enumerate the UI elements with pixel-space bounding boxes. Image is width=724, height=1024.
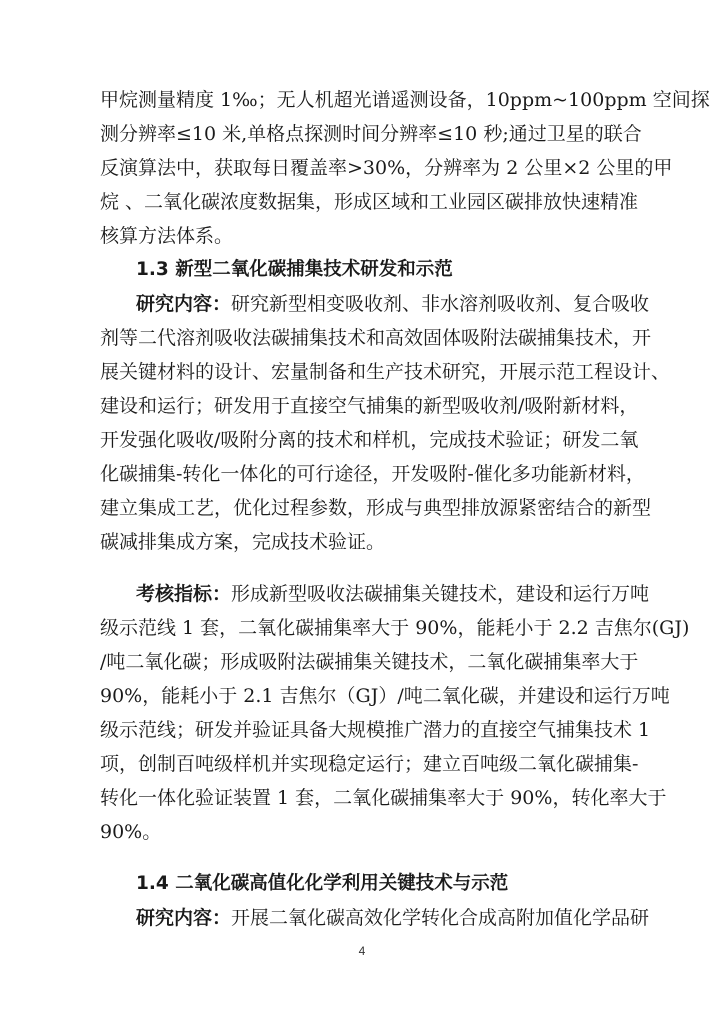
paragraph-line: 项，创制百吨级样机并实现稳定运行；建立百吨级二氧化碳捕集- bbox=[100, 753, 639, 775]
paragraph-line: 展关键材料的设计、宏量制备和生产技术研究，开展示范工程设计、 bbox=[100, 361, 671, 383]
paragraph-line: 90%，能耗小于 2.1 吉焦尔（GJ）/吨二氧化碳，并建设和运行万吨 bbox=[100, 685, 670, 707]
paragraph-line: 核算方法体系。 bbox=[100, 225, 234, 247]
paragraph-line: 级示范线 1 套，二氧化碳捕集率大于 90%，能耗小于 2.2 吉焦尔(GJ) bbox=[100, 617, 690, 639]
paragraph-line: 剂等二代溶剂吸收法碳捕集技术和高效固体吸附法碳捕集技术，开 bbox=[100, 327, 652, 349]
research-content-text: 开展二氧化碳高效化学转化合成高附加值化学品研 bbox=[231, 907, 650, 929]
assessment-label: 考核指标： bbox=[136, 583, 232, 605]
paragraph-line: 化碳捕集-转化一体化的可行途径，开发吸附-催化多功能新材料， bbox=[100, 463, 645, 485]
paragraph-line: 建立集成工艺，优化过程参数，形成与典型排放源紧密结合的新型 bbox=[100, 497, 652, 519]
paragraph-line: 烷 、二氧化碳浓度数据集，形成区域和工业园区碳排放快速精准 bbox=[100, 191, 639, 213]
paragraph-line: 建设和运行；研发用于直接空气捕集的新型吸收剂/吸附新材料， bbox=[100, 395, 639, 417]
paragraph-line: 反演算法中，获取每日覆盖率>30%，分辨率为 2 公里×2 公里的甲 bbox=[100, 157, 673, 179]
paragraph-line: 碳减排集成方案，完成技术验证。 bbox=[100, 531, 386, 553]
research-content-label: 研究内容： bbox=[136, 907, 232, 929]
paragraph-line: /吨二氧化碳；形成吸附法碳捕集关键技术，二氧化碳捕集率大于 bbox=[100, 651, 639, 673]
assessment-text: 形成新型吸收法碳捕集关键技术，建设和运行万吨 bbox=[231, 583, 650, 605]
research-content-label: 研究内容： bbox=[136, 293, 232, 315]
research-content-text: 研究新型相变吸收剂、非水溶剂吸收剂、复合吸收 bbox=[231, 293, 650, 315]
research-content-first-line bbox=[136, 906, 650, 930]
section-heading-1-4: 1.4 二氧化碳高值化化学利用关键技术与示范 bbox=[136, 873, 509, 894]
paragraph-line: 测分辨率≤10 米,单格点探测时间分辨率≤10 秒;通过卫星的联合 bbox=[100, 123, 642, 145]
paragraph-line: 级示范线；研发并验证具备大规模推广潜力的直接空气捕集技术 1 bbox=[100, 719, 651, 741]
paragraph-line: 90%。 bbox=[100, 821, 162, 843]
section-heading-1-3: 1.3 新型二氧化碳捕集技术研发和示范 bbox=[136, 259, 453, 280]
paragraph-line: 开发强化吸收/吸附分离的技术和样机，完成技术验证；研发二氧 bbox=[100, 429, 639, 451]
research-content-first-line bbox=[136, 292, 650, 316]
paragraph-line: 转化一体化验证装置 1 套，二氧化碳捕集率大于 90%，转化率大于 bbox=[100, 787, 667, 809]
assessment-first-line bbox=[136, 582, 650, 606]
page-number: 4 bbox=[358, 944, 366, 958]
paragraph-line: 甲烷测量精度 1‰；无人机超光谱遥测设备，10ppm~100ppm 空间探 bbox=[100, 89, 710, 111]
